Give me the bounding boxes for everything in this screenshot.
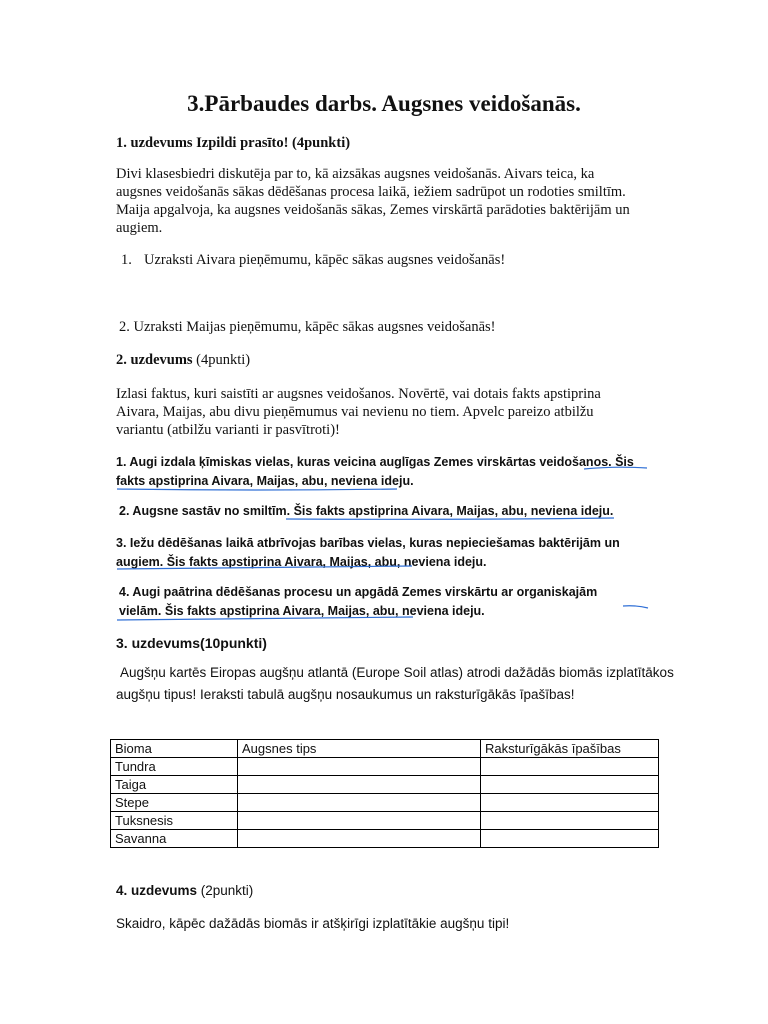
task1-question2: 2. Uzraksti Maijas pieņēmumu, kāpēc sākas augsnes veidošanās! xyxy=(119,319,496,335)
table-header-augsnes-tips: Augsnes tips xyxy=(238,740,481,758)
table-cell-augsnes-tips[interactable] xyxy=(238,758,481,776)
task1-question1-number: 1. xyxy=(121,252,132,268)
task2-fact4: 4. Augi paātrina dēdēšanas procesu un apgādā Zemes virskārtu ar organiskajām vielām. Šis fakts apstiprina Aivara, Maijas, abu, neviena ideju. xyxy=(119,585,598,618)
table-cell-augsnes-tips[interactable] xyxy=(238,830,481,848)
table-row xyxy=(111,758,659,776)
task2-fact1: 1. Augi izdala ķīmiskas vielas, kuras veicina auglīgas Zemes virskārtas veidošanos. Šis fakts apstiprina Aivara, Maijas, abu, neviena ideju. xyxy=(116,455,634,488)
table-cell-augsnes-tips[interactable] xyxy=(238,776,481,794)
table-cell-bioma: Taiga xyxy=(111,776,238,794)
page-title: 3.Pārbaudes darbs. Augsnes veidošanās. xyxy=(187,91,581,116)
table-row xyxy=(111,830,659,848)
task2-heading xyxy=(116,350,250,370)
task3-heading: 3. uzdevums(10punkti) xyxy=(116,635,267,651)
table-cell-bioma: Savanna xyxy=(111,830,238,848)
task4-heading-points: (2punkti) xyxy=(197,883,254,898)
table-header-row xyxy=(111,740,659,758)
table-cell-bioma: Tuksnesis xyxy=(111,812,238,830)
table-header-ipasibas: Raksturīgākās īpašības xyxy=(481,740,659,758)
task2-heading-points: (4punkti) xyxy=(192,352,251,368)
table-row xyxy=(111,812,659,830)
table-header-bioma: Bioma xyxy=(111,740,238,758)
task4-heading-bold: 4. uzdevums xyxy=(116,883,198,898)
task4-paragraph: Skaidro, kāpēc dažādās biomās ir atšķirīgi izplatītākie augšņu tipi! xyxy=(116,916,510,931)
table-cell-ipasibas[interactable] xyxy=(481,776,659,794)
task1-question1: Uzraksti Aivara pieņēmumu, kāpēc sākas augsnes veidošanās! xyxy=(144,252,506,268)
table-cell-ipasibas[interactable] xyxy=(481,794,659,812)
table-row xyxy=(111,794,659,812)
table-cell-augsnes-tips[interactable] xyxy=(238,794,481,812)
table-cell-augsnes-tips[interactable] xyxy=(238,812,481,830)
table-cell-ipasibas[interactable] xyxy=(481,758,659,776)
task3-paragraph: Augšņu kartēs Eiropas augšņu atlantā (Europe Soil atlas) atrodi dažādās biomās izplatītākos augšņu tipus! Ieraksti tabulā augšņu nosaukumus un raksturīgākās īpašības! xyxy=(116,665,674,702)
table-cell-bioma: Stepe xyxy=(111,794,238,812)
task2-heading-bold: 2. uzdevums xyxy=(116,352,193,368)
table-row xyxy=(111,776,659,794)
soil-table xyxy=(110,739,659,848)
task1-paragraph: Divi klasesbiedri diskutēja par to, kā aizsākas augsnes veidošanās. Aivars teica, ka augsnes veidošanās sākas dēdēšanas procesa laikā, iežiem sadrūpot un rodoties smiltīm. Maija apgalvoja, ka augsnes veidošanās sākas, Zemes virskārtā parādoties baktērijām un augiem. xyxy=(116,166,630,236)
task2-fact3: 3. Iežu dēdēšanas laikā atbrīvojas barības vielas, kuras nepieciešamas baktērijām un augiem. Šis fakts apstiprina Aivara, Maijas, abu, neviena ideju. xyxy=(116,536,620,569)
table-cell-bioma: Tundra xyxy=(111,758,238,776)
task4-heading xyxy=(116,881,253,901)
task1-heading: 1. uzdevums Izpildi prasīto! (4punkti) xyxy=(116,135,351,151)
task2-paragraph: Izlasi faktus, kuri saistīti ar augsnes veidošanos. Novērtē, vai dotais fakts apstiprina Aivara, Maijas, abu divu pieņēmumus vai nevienu no tiem. Apvelc pareizo atbilžu variantu (atbilžu varianti ir pasvītroti)! xyxy=(116,386,601,438)
task2-fact2: 2. Augsne sastāv no smiltīm. Šis fakts apstiprina Aivara, Maijas, abu, neviena ideju. xyxy=(119,504,614,518)
table-cell-ipasibas[interactable] xyxy=(481,830,659,848)
table-cell-ipasibas[interactable] xyxy=(481,812,659,830)
